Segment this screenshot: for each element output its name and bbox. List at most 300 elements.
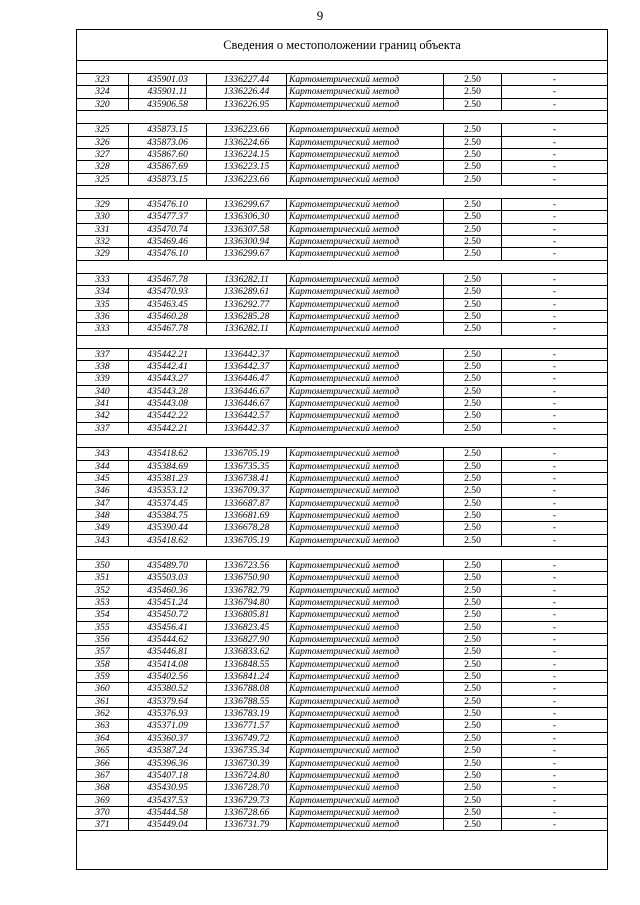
table-title: Сведения о местоположении границ объекта [223, 38, 461, 52]
point-number-cell: 340 [95, 385, 110, 397]
method-cell: Картометрический метод [286, 708, 443, 719]
note-cell: - [501, 671, 607, 682]
method-cell: Картометрический метод [286, 423, 443, 434]
x-coordinate-cell: 435477.37 [128, 211, 206, 222]
x-coordinate-cell: 435444.62 [128, 634, 206, 645]
precision-cell: 2.50 [443, 311, 501, 322]
point-number-cell: 341 [95, 398, 110, 410]
precision-cell: 2.50 [443, 795, 501, 806]
method-cell: Картометрический метод [286, 161, 443, 172]
note-cell: - [501, 299, 607, 310]
method-cell: Картометрический метод [286, 485, 443, 496]
x-coordinate-cell: 435463.45 [128, 299, 206, 310]
method-cell: Картометрический метод [286, 398, 443, 409]
note-cell: - [501, 522, 607, 533]
point-number-cell: 367 [95, 769, 110, 781]
table-row [77, 298, 607, 310]
note-cell: - [501, 560, 607, 571]
note-cell: - [501, 498, 607, 509]
x-coordinate-cell: 435446.81 [128, 646, 206, 657]
x-coordinate-cell: 435460.36 [128, 585, 206, 596]
y-coordinate-cell: 1336223.66 [206, 124, 286, 135]
precision-cell: 2.50 [443, 696, 501, 707]
y-coordinate-cell: 1336728.66 [206, 807, 286, 818]
table-row [77, 497, 607, 509]
point-number-cell: 327 [95, 148, 110, 160]
table-row [77, 559, 607, 571]
x-coordinate-cell: 435451.24 [128, 597, 206, 608]
precision-cell: 2.50 [443, 782, 501, 793]
note-cell: - [501, 410, 607, 421]
point-number-cell: 354 [95, 609, 110, 621]
table-row [77, 707, 607, 719]
table-row [77, 806, 607, 818]
x-coordinate-cell: 435442.21 [128, 423, 206, 434]
note-cell: - [501, 659, 607, 670]
point-number-cell: 324 [95, 86, 110, 98]
y-coordinate-cell: 1336442.37 [206, 361, 286, 372]
precision-cell: 2.50 [443, 373, 501, 384]
coordinates-table-frame [76, 29, 608, 870]
precision-cell: 2.50 [443, 622, 501, 633]
method-cell: Картометрический метод [286, 720, 443, 731]
note-cell: - [501, 161, 607, 172]
x-coordinate-cell: 435442.22 [128, 410, 206, 421]
method-cell: Картометрический метод [286, 99, 443, 110]
note-cell: - [501, 224, 607, 235]
method-cell: Картометрический метод [286, 274, 443, 285]
y-coordinate-cell: 1336306.30 [206, 211, 286, 222]
method-cell: Картометрический метод [286, 807, 443, 818]
precision-cell: 2.50 [443, 720, 501, 731]
note-cell: - [501, 733, 607, 744]
precision-cell: 2.50 [443, 585, 501, 596]
precision-cell: 2.50 [443, 398, 501, 409]
y-coordinate-cell: 1336735.34 [206, 745, 286, 756]
note-cell: - [501, 745, 607, 756]
note-cell: - [501, 323, 607, 334]
x-coordinate-cell: 435414.08 [128, 659, 206, 670]
group-separator [77, 335, 607, 348]
point-number-cell: 364 [95, 732, 110, 744]
method-cell: Картометрический метод [286, 211, 443, 222]
point-number-cell: 355 [95, 621, 110, 633]
table-row [77, 136, 607, 148]
y-coordinate-cell: 1336827.90 [206, 634, 286, 645]
x-coordinate-cell: 435407.18 [128, 770, 206, 781]
note-cell: - [501, 782, 607, 793]
y-coordinate-cell: 1336282.11 [206, 274, 286, 285]
method-cell: Картометрический метод [286, 323, 443, 334]
method-cell: Картометрический метод [286, 782, 443, 793]
point-number-cell: 370 [95, 806, 110, 818]
table-row [77, 198, 607, 210]
table-row [77, 484, 607, 496]
note-cell: - [501, 473, 607, 484]
note-cell: - [501, 572, 607, 583]
point-number-cell: 368 [95, 782, 110, 794]
precision-cell: 2.50 [443, 560, 501, 571]
y-coordinate-cell: 1336833.62 [206, 646, 286, 657]
x-coordinate-cell: 435430.95 [128, 782, 206, 793]
method-cell: Картометрический метод [286, 149, 443, 160]
y-coordinate-cell: 1336442.57 [206, 410, 286, 421]
method-cell: Картометрический метод [286, 137, 443, 148]
precision-cell: 2.50 [443, 161, 501, 172]
y-coordinate-cell: 1336788.55 [206, 696, 286, 707]
y-coordinate-cell: 1336446.67 [206, 398, 286, 409]
method-cell: Картометрический метод [286, 311, 443, 322]
y-coordinate-cell: 1336223.15 [206, 161, 286, 172]
x-coordinate-cell: 435443.08 [128, 398, 206, 409]
table-row [77, 160, 607, 172]
x-coordinate-cell: 435873.15 [128, 124, 206, 135]
table-row [77, 447, 607, 459]
table-row [77, 123, 607, 135]
precision-cell: 2.50 [443, 634, 501, 645]
method-cell: Картометрический метод [286, 819, 443, 829]
table-row [77, 584, 607, 596]
y-coordinate-cell: 1336299.67 [206, 199, 286, 210]
table-row [77, 85, 607, 97]
table-row [77, 409, 607, 421]
x-coordinate-cell: 435376.93 [128, 708, 206, 719]
point-number-cell: 343 [95, 448, 110, 460]
precision-cell: 2.50 [443, 448, 501, 459]
table-row [77, 273, 607, 285]
table-row [77, 98, 607, 110]
x-coordinate-cell: 435371.09 [128, 720, 206, 731]
y-coordinate-cell: 1336282.11 [206, 323, 286, 334]
precision-cell: 2.50 [443, 770, 501, 781]
x-coordinate-cell: 435418.62 [128, 535, 206, 546]
x-coordinate-cell: 435449.04 [128, 819, 206, 829]
method-cell: Картометрический метод [286, 373, 443, 384]
point-number-cell: 348 [95, 509, 110, 521]
table-row [77, 621, 607, 633]
table-row [77, 732, 607, 744]
method-cell: Картометрический метод [286, 622, 443, 633]
note-cell: - [501, 349, 607, 360]
table-row [77, 247, 607, 259]
point-number-cell: 365 [95, 745, 110, 757]
note-cell: - [501, 174, 607, 185]
precision-cell: 2.50 [443, 609, 501, 620]
table-row [77, 385, 607, 397]
precision-cell: 2.50 [443, 386, 501, 397]
x-coordinate-cell: 435901.03 [128, 74, 206, 85]
point-number-cell: 342 [95, 410, 110, 422]
table-row [77, 173, 607, 185]
table-row [77, 285, 607, 297]
note-cell: - [501, 535, 607, 546]
precision-cell: 2.50 [443, 349, 501, 360]
point-number-cell: 333 [95, 273, 110, 285]
method-cell: Картометрический метод [286, 74, 443, 85]
y-coordinate-cell: 1336841.24 [206, 671, 286, 682]
precision-cell: 2.50 [443, 671, 501, 682]
method-cell: Картометрический метод [286, 498, 443, 509]
precision-cell: 2.50 [443, 149, 501, 160]
table-row [77, 148, 607, 160]
note-cell: - [501, 211, 607, 222]
point-number-cell: 344 [95, 460, 110, 472]
table-row [77, 571, 607, 583]
method-cell: Картометрический метод [286, 659, 443, 670]
y-coordinate-cell: 1336285.28 [206, 311, 286, 322]
x-coordinate-cell: 435379.64 [128, 696, 206, 707]
precision-cell: 2.50 [443, 683, 501, 694]
y-coordinate-cell: 1336299.67 [206, 248, 286, 259]
x-coordinate-cell: 435470.74 [128, 224, 206, 235]
table-row [77, 633, 607, 645]
point-number-cell: 358 [95, 658, 110, 670]
note-cell: - [501, 807, 607, 818]
note-cell: - [501, 448, 607, 459]
table-row [77, 372, 607, 384]
precision-cell: 2.50 [443, 361, 501, 372]
x-coordinate-cell: 435402.56 [128, 671, 206, 682]
precision-cell: 2.50 [443, 733, 501, 744]
y-coordinate-cell: 1336823.45 [206, 622, 286, 633]
precision-cell: 2.50 [443, 510, 501, 521]
method-cell: Картометрический метод [286, 299, 443, 310]
x-coordinate-cell: 435873.15 [128, 174, 206, 185]
y-coordinate-cell: 1336749.72 [206, 733, 286, 744]
y-coordinate-cell: 1336730.39 [206, 758, 286, 769]
note-cell: - [501, 124, 607, 135]
point-number-cell: 363 [95, 720, 110, 732]
y-coordinate-cell: 1336805.81 [206, 609, 286, 620]
method-cell: Картометрический метод [286, 224, 443, 235]
note-cell: - [501, 819, 607, 829]
note-cell: - [501, 683, 607, 694]
point-number-cell: 371 [95, 819, 110, 830]
method-cell: Картометрический метод [286, 522, 443, 533]
method-cell: Картометрический метод [286, 361, 443, 372]
y-coordinate-cell: 1336783.19 [206, 708, 286, 719]
precision-cell: 2.50 [443, 74, 501, 85]
x-coordinate-cell: 435503.03 [128, 572, 206, 583]
point-number-cell: 339 [95, 373, 110, 385]
y-coordinate-cell: 1336224.66 [206, 137, 286, 148]
x-coordinate-cell: 435443.28 [128, 386, 206, 397]
table-row [77, 348, 607, 360]
method-cell: Картометрический метод [286, 683, 443, 694]
table-row [77, 360, 607, 372]
x-coordinate-cell: 435442.41 [128, 361, 206, 372]
method-cell: Картометрический метод [286, 572, 443, 583]
precision-cell: 2.50 [443, 274, 501, 285]
table-row [77, 757, 607, 769]
x-coordinate-cell: 435418.62 [128, 448, 206, 459]
table-row [77, 235, 607, 247]
method-cell: Картометрический метод [286, 473, 443, 484]
precision-cell: 2.50 [443, 485, 501, 496]
group-separator [77, 110, 607, 123]
page-number: 9 [316, 8, 324, 23]
group-separator [77, 185, 607, 198]
x-coordinate-cell: 435387.24 [128, 745, 206, 756]
table-row [77, 658, 607, 670]
method-cell: Картометрический метод [286, 696, 443, 707]
note-cell: - [501, 361, 607, 372]
point-number-cell: 329 [95, 248, 110, 260]
precision-cell: 2.50 [443, 199, 501, 210]
table-row [77, 645, 607, 657]
x-coordinate-cell: 435469.46 [128, 236, 206, 247]
note-cell: - [501, 423, 607, 434]
method-cell: Картометрический метод [286, 560, 443, 571]
table-row [77, 534, 607, 546]
point-number-cell: 352 [95, 584, 110, 596]
point-number-cell: 328 [95, 161, 110, 173]
table-row [77, 472, 607, 484]
note-cell: - [501, 199, 607, 210]
point-number-cell: 337 [95, 348, 110, 360]
x-coordinate-cell: 435489.70 [128, 560, 206, 571]
table-row [77, 608, 607, 620]
note-cell: - [501, 585, 607, 596]
precision-cell: 2.50 [443, 659, 501, 670]
point-number-cell: 362 [95, 708, 110, 720]
method-cell: Картометрический метод [286, 609, 443, 620]
table-row [77, 460, 607, 472]
note-cell: - [501, 311, 607, 322]
y-coordinate-cell: 1336731.79 [206, 819, 286, 829]
y-coordinate-cell: 1336687.87 [206, 498, 286, 509]
note-cell: - [501, 373, 607, 384]
note-cell: - [501, 795, 607, 806]
table-row [77, 397, 607, 409]
x-coordinate-cell: 435470.93 [128, 286, 206, 297]
x-coordinate-cell: 435360.37 [128, 733, 206, 744]
table-row [77, 818, 607, 830]
y-coordinate-cell: 1336788.08 [206, 683, 286, 694]
note-cell: - [501, 485, 607, 496]
method-cell: Картометрический метод [286, 461, 443, 472]
x-coordinate-cell: 435906.58 [128, 99, 206, 110]
table-row [77, 422, 607, 434]
x-coordinate-cell: 435380.52 [128, 683, 206, 694]
precision-cell: 2.50 [443, 572, 501, 583]
y-coordinate-cell: 1336223.66 [206, 174, 286, 185]
point-number-cell: 323 [95, 74, 110, 86]
x-coordinate-cell: 435384.69 [128, 461, 206, 472]
precision-cell: 2.50 [443, 646, 501, 657]
point-number-cell: 325 [95, 173, 110, 185]
x-coordinate-cell: 435390.44 [128, 522, 206, 533]
note-cell: - [501, 248, 607, 259]
method-cell: Картометрический метод [286, 535, 443, 546]
note-cell: - [501, 646, 607, 657]
x-coordinate-cell: 435442.21 [128, 349, 206, 360]
x-coordinate-cell: 435381.23 [128, 473, 206, 484]
point-number-cell: 333 [95, 323, 110, 335]
point-number-cell: 366 [95, 757, 110, 769]
method-cell: Картометрический метод [286, 199, 443, 210]
x-coordinate-cell: 435384.75 [128, 510, 206, 521]
note-cell: - [501, 149, 607, 160]
point-number-cell: 329 [95, 199, 110, 211]
point-number-cell: 357 [95, 646, 110, 658]
point-number-cell: 325 [95, 124, 110, 136]
y-coordinate-cell: 1336292.77 [206, 299, 286, 310]
point-number-cell: 334 [95, 286, 110, 298]
x-coordinate-cell: 435444.58 [128, 807, 206, 818]
note-cell: - [501, 86, 607, 97]
x-coordinate-cell: 435450.72 [128, 609, 206, 620]
point-number-cell: 326 [95, 136, 110, 148]
x-coordinate-cell: 435476.10 [128, 199, 206, 210]
method-cell: Картометрический метод [286, 770, 443, 781]
table-row [77, 310, 607, 322]
note-cell: - [501, 770, 607, 781]
y-coordinate-cell: 1336307.58 [206, 224, 286, 235]
y-coordinate-cell: 1336289.61 [206, 286, 286, 297]
group-separator [77, 434, 607, 447]
method-cell: Картометрический метод [286, 585, 443, 596]
group-separator [77, 260, 607, 273]
note-cell: - [501, 99, 607, 110]
y-coordinate-cell: 1336848.55 [206, 659, 286, 670]
method-cell: Картометрический метод [286, 410, 443, 421]
method-cell: Картометрический метод [286, 349, 443, 360]
note-cell: - [501, 286, 607, 297]
note-cell: - [501, 510, 607, 521]
precision-cell: 2.50 [443, 807, 501, 818]
x-coordinate-cell: 435374.45 [128, 498, 206, 509]
x-coordinate-cell: 435467.78 [128, 274, 206, 285]
method-cell: Картометрический метод [286, 124, 443, 135]
precision-cell: 2.50 [443, 286, 501, 297]
point-number-cell: 353 [95, 597, 110, 609]
precision-cell: 2.50 [443, 758, 501, 769]
precision-cell: 2.50 [443, 174, 501, 185]
note-cell: - [501, 597, 607, 608]
table-row [77, 682, 607, 694]
table-row [77, 695, 607, 707]
group-separator [77, 60, 607, 73]
precision-cell: 2.50 [443, 597, 501, 608]
method-cell: Картометрический метод [286, 758, 443, 769]
method-cell: Картометрический метод [286, 745, 443, 756]
note-cell: - [501, 386, 607, 397]
method-cell: Картометрический метод [286, 448, 443, 459]
table-row [77, 521, 607, 533]
point-number-cell: 343 [95, 534, 110, 546]
precision-cell: 2.50 [443, 745, 501, 756]
table-row [77, 73, 607, 85]
y-coordinate-cell: 1336782.79 [206, 585, 286, 596]
point-number-cell: 369 [95, 794, 110, 806]
note-cell: - [501, 720, 607, 731]
y-coordinate-cell: 1336300.94 [206, 236, 286, 247]
table-row [77, 509, 607, 521]
x-coordinate-cell: 435867.69 [128, 161, 206, 172]
point-number-cell: 351 [95, 572, 110, 584]
point-number-cell: 349 [95, 522, 110, 534]
method-cell: Картометрический метод [286, 733, 443, 744]
table-row [77, 210, 607, 222]
y-coordinate-cell: 1336446.67 [206, 386, 286, 397]
note-cell: - [501, 634, 607, 645]
point-number-cell: 361 [95, 695, 110, 707]
point-number-cell: 332 [95, 236, 110, 248]
x-coordinate-cell: 435443.27 [128, 373, 206, 384]
point-number-cell: 337 [95, 422, 110, 434]
y-coordinate-cell: 1336446.47 [206, 373, 286, 384]
